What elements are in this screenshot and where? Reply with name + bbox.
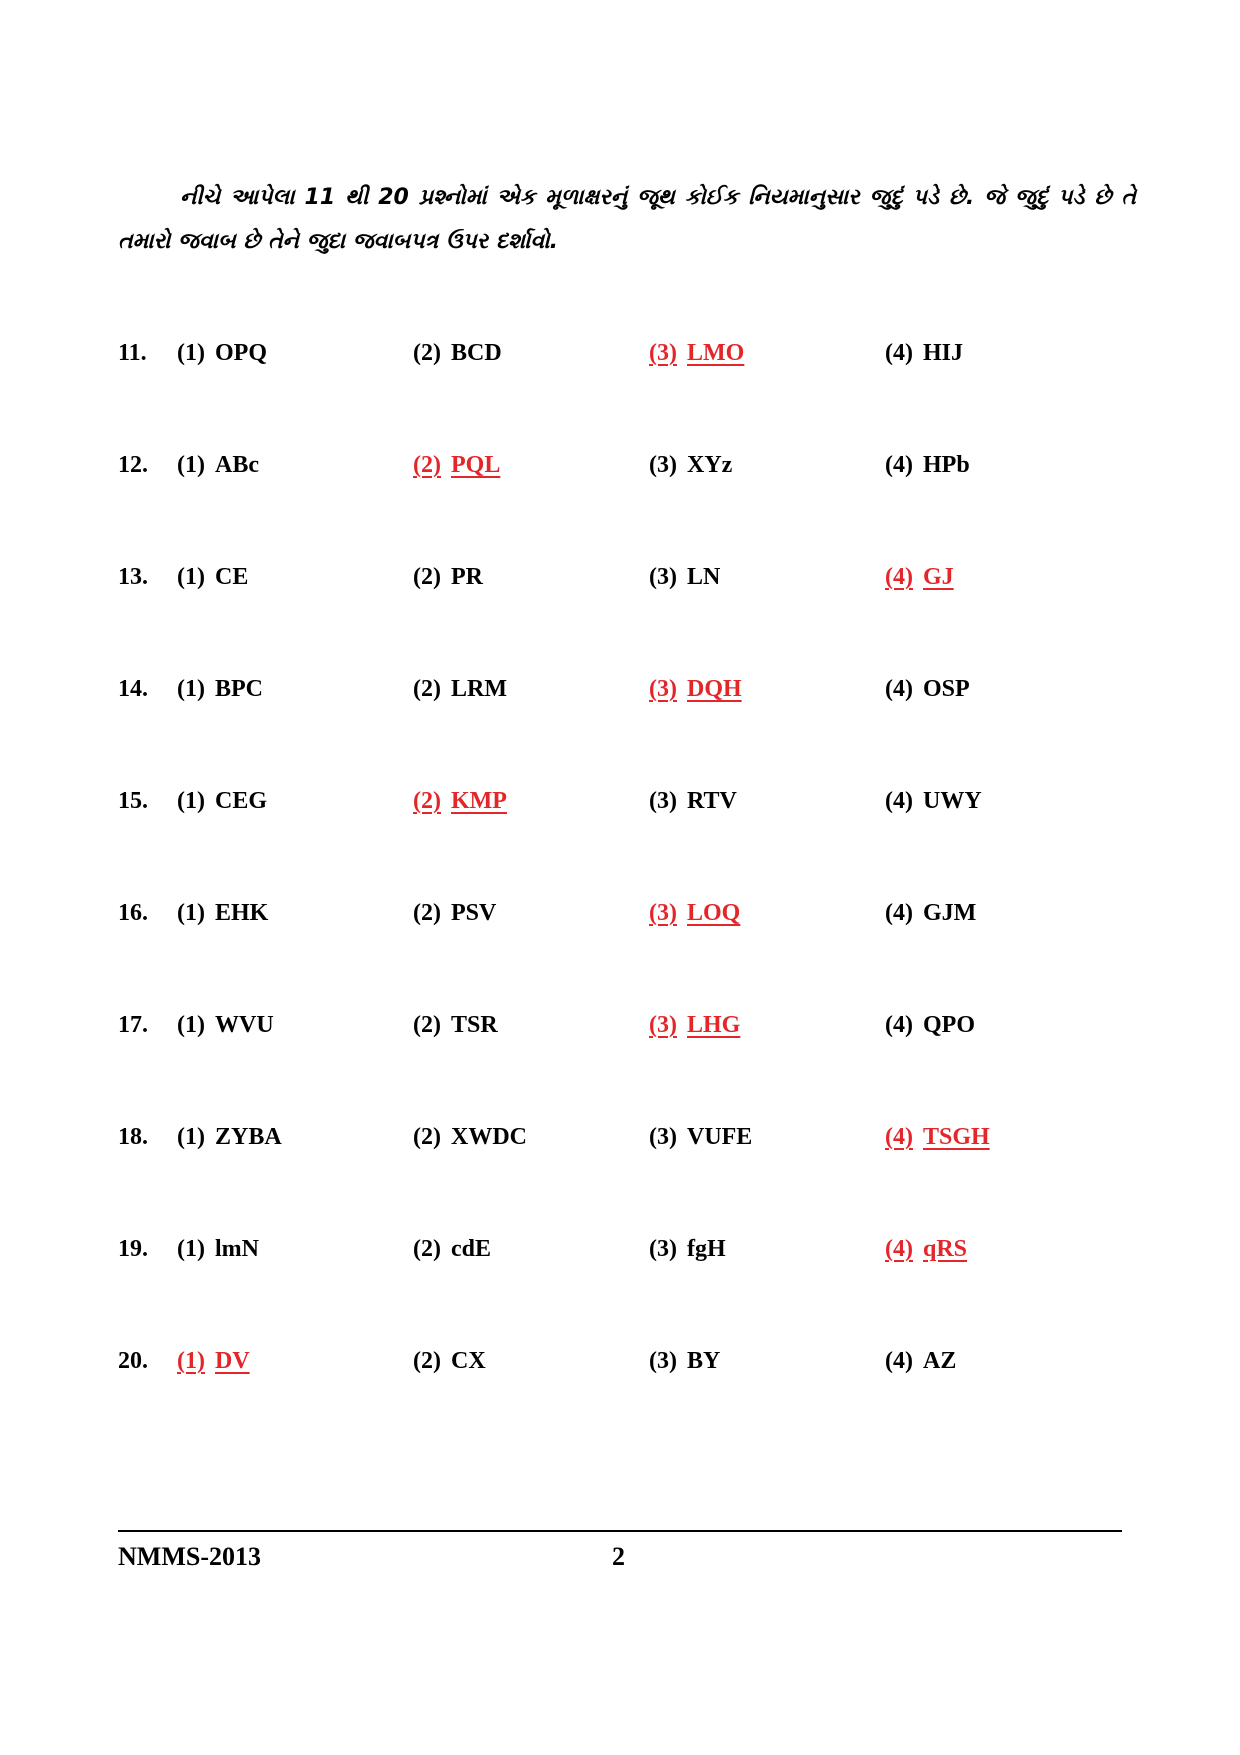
exam-code: NMMS-2013	[118, 1542, 261, 1571]
option-4	[885, 340, 963, 367]
option-tag: (2)	[413, 1124, 441, 1150]
instructions-paragraph: નીચે આપેલા 11 થી 20 પ્રશ્નોમાં એક મૂળાક્ષરનું જૂથ કોઈક નિયમાનુસાર જુદું પડે છે. જે જુદું પડે છે તે તમારો જવાબ છે તેને જુદા જવાબપત્ર ઉપર દર્શાવો.	[118, 185, 1136, 254]
option-3	[649, 452, 732, 479]
question-row	[118, 1012, 1128, 1124]
option-4	[885, 564, 954, 591]
option-tag: (1)	[177, 1012, 205, 1038]
question-number: 19.	[118, 1236, 148, 1262]
option-4	[885, 1236, 967, 1263]
option-3	[649, 1236, 726, 1263]
option-tag: (4)	[885, 1012, 913, 1038]
question-number: 14.	[118, 676, 148, 702]
question-row	[118, 1124, 1128, 1236]
option-2	[413, 900, 496, 927]
footer-divider	[118, 1530, 1122, 1532]
option-text: ABc	[214, 452, 259, 478]
option-4	[885, 900, 976, 927]
option-text: DV	[214, 1348, 250, 1374]
option-3	[649, 340, 744, 367]
option-2	[413, 1348, 486, 1375]
option-text: ZYBA	[214, 1124, 282, 1150]
option-3	[649, 564, 720, 591]
option-1	[177, 340, 267, 367]
option-3	[649, 1348, 720, 1375]
option-tag: (3)	[649, 1124, 677, 1150]
option-text: OSP	[922, 676, 970, 702]
option-text: LN	[686, 564, 721, 590]
question-number: 18.	[118, 1124, 148, 1150]
option-text: TSR	[450, 1012, 498, 1038]
option-text: lmN	[214, 1236, 259, 1262]
option-tag: (4)	[885, 676, 913, 702]
option-2	[413, 1124, 527, 1151]
question-row	[118, 452, 1128, 564]
option-text: CX	[450, 1348, 486, 1374]
option-1	[177, 1124, 282, 1151]
option-text: GJM	[922, 900, 977, 926]
option-1	[177, 452, 259, 479]
option-text: WVU	[214, 1012, 274, 1038]
option-1	[177, 564, 248, 591]
option-2	[413, 676, 507, 703]
option-tag: (4)	[885, 1348, 913, 1374]
option-4	[885, 1348, 956, 1375]
option-1	[177, 676, 263, 703]
option-text: VUFE	[686, 1124, 753, 1150]
option-text: RTV	[686, 788, 737, 814]
option-text: LHG	[686, 1012, 741, 1038]
option-tag: (4)	[885, 788, 913, 814]
option-3	[649, 1012, 740, 1039]
question-row	[118, 564, 1128, 676]
question-row	[118, 676, 1128, 788]
option-tag: (4)	[885, 1124, 913, 1150]
option-text: GJ	[922, 564, 954, 590]
question-row	[118, 1348, 1128, 1460]
option-tag: (2)	[413, 900, 441, 926]
question-number: 12.	[118, 452, 148, 478]
option-text: HPb	[922, 452, 970, 478]
option-tag: (2)	[413, 1012, 441, 1038]
question-row	[118, 1236, 1128, 1348]
option-text: LRM	[450, 676, 507, 702]
option-text: DQH	[686, 676, 742, 702]
option-text: LMO	[686, 340, 745, 366]
option-tag: (4)	[885, 900, 913, 926]
option-tag: (2)	[413, 340, 441, 366]
option-text: BY	[686, 1348, 721, 1374]
option-4	[885, 1012, 975, 1039]
option-1	[177, 900, 268, 927]
option-text: qRS	[922, 1236, 968, 1262]
option-1	[177, 1012, 274, 1039]
option-tag: (4)	[885, 564, 913, 590]
option-tag: (1)	[177, 1236, 205, 1262]
question-number: 11.	[118, 340, 147, 366]
option-tag: (3)	[649, 564, 677, 590]
option-text: CEG	[214, 788, 267, 814]
option-tag: (1)	[177, 900, 205, 926]
option-2	[413, 1236, 491, 1263]
option-text: PR	[450, 564, 483, 590]
option-text: PQL	[450, 452, 501, 478]
option-tag: (1)	[177, 564, 205, 590]
option-text: EHK	[214, 900, 269, 926]
option-3	[649, 788, 737, 815]
option-text: cdE	[450, 1236, 491, 1262]
option-text: UWY	[922, 788, 982, 814]
question-row	[118, 340, 1128, 452]
option-text: PSV	[450, 900, 497, 926]
question-number: 15.	[118, 788, 148, 814]
option-text: OPQ	[214, 340, 267, 366]
option-2	[413, 788, 507, 815]
option-3	[649, 900, 740, 927]
option-2	[413, 1012, 498, 1039]
option-text: CE	[214, 564, 249, 590]
option-text: LOQ	[686, 900, 741, 926]
option-text: HIJ	[922, 340, 963, 366]
option-tag: (3)	[649, 676, 677, 702]
option-4	[885, 788, 982, 815]
option-tag: (2)	[413, 788, 441, 814]
option-1	[177, 1236, 259, 1263]
option-4	[885, 452, 970, 479]
option-1	[177, 788, 267, 815]
option-tag: (3)	[649, 900, 677, 926]
page-number: 2	[612, 1542, 625, 1571]
question-number: 17.	[118, 1012, 148, 1038]
option-tag: (3)	[649, 452, 677, 478]
question-number: 13.	[118, 564, 148, 590]
option-text: KMP	[450, 788, 507, 814]
question-number: 16.	[118, 900, 148, 926]
option-tag: (1)	[177, 788, 205, 814]
option-tag: (3)	[649, 1012, 677, 1038]
option-text: QPO	[922, 1012, 975, 1038]
option-tag: (2)	[413, 564, 441, 590]
option-1	[177, 1348, 250, 1375]
question-row	[118, 788, 1128, 900]
question-row	[118, 900, 1128, 1012]
option-tag: (2)	[413, 452, 441, 478]
option-tag: (3)	[649, 1348, 677, 1374]
option-tag: (4)	[885, 452, 913, 478]
option-2	[413, 340, 502, 367]
option-text: AZ	[922, 1348, 957, 1374]
option-text: BCD	[450, 340, 502, 366]
option-text: XWDC	[450, 1124, 527, 1150]
option-tag: (2)	[413, 676, 441, 702]
option-tag: (1)	[177, 452, 205, 478]
option-text: fgH	[686, 1236, 726, 1262]
option-2	[413, 452, 500, 479]
option-tag: (1)	[177, 340, 205, 366]
option-tag: (3)	[649, 340, 677, 366]
option-3	[649, 676, 742, 703]
question-number: 20.	[118, 1348, 148, 1374]
option-tag: (2)	[413, 1236, 441, 1262]
option-3	[649, 1124, 752, 1151]
question-list	[118, 340, 1128, 1460]
option-tag: (1)	[177, 1124, 205, 1150]
option-tag: (4)	[885, 340, 913, 366]
option-tag: (2)	[413, 1348, 441, 1374]
option-text: BPC	[214, 676, 263, 702]
option-tag: (3)	[649, 788, 677, 814]
option-4	[885, 1124, 990, 1151]
option-text: TSGH	[922, 1124, 990, 1150]
option-tag: (1)	[177, 676, 205, 702]
option-4	[885, 676, 970, 703]
option-2	[413, 564, 483, 591]
option-tag: (1)	[177, 1348, 205, 1374]
option-text: XYz	[686, 452, 733, 478]
option-tag: (3)	[649, 1236, 677, 1262]
option-tag: (4)	[885, 1236, 913, 1262]
